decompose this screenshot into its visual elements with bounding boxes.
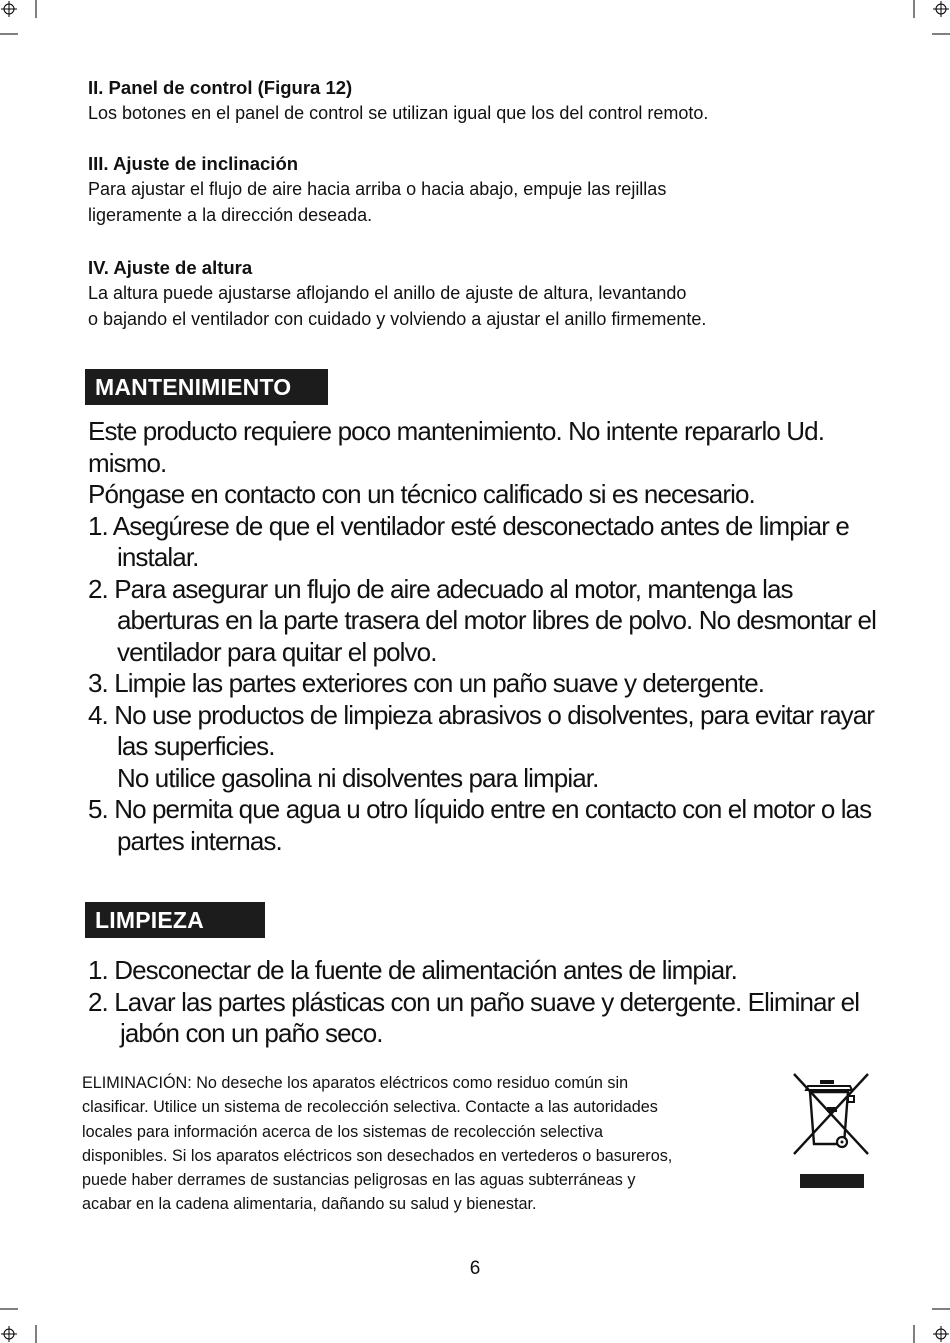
list-item-continuation: las superficies. [117, 731, 275, 761]
section-heading-height: IV. Ajuste de altura [88, 257, 253, 278]
list-item-continuation: instalar. [117, 542, 199, 572]
crop-mark-top-left [0, 0, 40, 40]
crop-mark-bottom-right [910, 1303, 950, 1343]
list-item: 1. Asegúrese de que el ventilador esté desconectado antes de limpiar e [88, 510, 849, 541]
list-item: 1. Desconectar de la fuente de alimentación antes de limpiar. [88, 955, 737, 985]
maintenance-banner: MANTENIMIENTO [85, 369, 328, 405]
list-item-continuation: partes internas. [117, 825, 282, 856]
text-line: disponibles. Si los aparatos eléctricos son desechados en vertederos o basureros, [82, 1146, 673, 1165]
section-body-tilt [88, 176, 848, 228]
text-line: Este producto requiere poco mantenimiento. No intente repararlo Ud. [88, 416, 825, 446]
text-line: ELIMINACIÓN: No deseche los aparatos eléctricos como residuo común sin [82, 1074, 629, 1092]
text-line: acabar en la cadena alimentaria, dañando su salud y bienestar. [82, 1195, 537, 1214]
list-item: 2. Para asegurar un flujo de aire adecuado al motor, mantenga las [88, 573, 793, 604]
list-item-continuation: ventilador para quitar el polvo. [117, 636, 437, 667]
text-line: puede haber derrames de sustancias peligrosas en las aguas subterráneas y [82, 1171, 636, 1190]
list-item: 5. No permita que agua u otro líquido entre en contacto con el motor o las [88, 794, 872, 824]
cleaning-text [88, 955, 859, 1050]
crop-mark-bottom-left [0, 1303, 40, 1343]
crop-mark-top-right [910, 0, 950, 40]
text-line: Póngase en contacto con un técnico calificado si es necesario. [88, 479, 755, 509]
list-item: 3. Limpie las partes exteriores con un paño suave y detergente. [88, 668, 765, 698]
list-item-continuation: No utilice gasolina ni disolventes para limpiar. [117, 762, 599, 793]
text-line: ligeramente a la dirección deseada. [88, 205, 373, 225]
section-body-height [88, 280, 848, 332]
text-line: Los botones en el panel de control se utilizan igual que los del control remoto. [88, 103, 709, 123]
text-line: locales para información acerca de los sistemas de recolección selectiva [82, 1122, 603, 1141]
list-item: 2. Lavar las partes plásticas con un paño suave y detergente. Eliminar el [88, 986, 860, 1017]
text-line: La altura puede ajustarse aflojando el anillo de ajuste de altura, levantando [88, 283, 687, 303]
disposal-notice [82, 1071, 672, 1217]
text-line: clasificar. Utilice un sistema de recolección selectiva. Contacte a las autoridades [82, 1098, 658, 1117]
section-heading-control-panel: II. Panel de control (Figura 12) [88, 77, 353, 98]
page-number: 6 [469, 1258, 481, 1279]
list-item-continuation: aberturas en la parte trasera del motor libres de polvo. No desmontar el [117, 605, 876, 635]
cleaning-banner: LIMPIEZA [85, 902, 265, 938]
text-line: o bajando el ventilador con cuidado y volviendo a ajustar el anillo firmemente. [88, 309, 707, 329]
crossed-out-wheelie-bin-icon [790, 1072, 874, 1195]
maintenance-text [88, 416, 876, 857]
list-item: 4. No use productos de limpieza abrasivos o disolventes, para evitar rayar [88, 699, 875, 730]
text-line: Para ajustar el flujo de aire hacia arriba o hacia abajo, empuje las rejillas [88, 179, 667, 199]
list-item-continuation: jabón con un paño seco. [120, 1018, 383, 1048]
section-heading-tilt: III. Ajuste de inclinación [88, 153, 299, 174]
section-body-control-panel [88, 100, 848, 126]
text-line: mismo. [88, 447, 167, 478]
